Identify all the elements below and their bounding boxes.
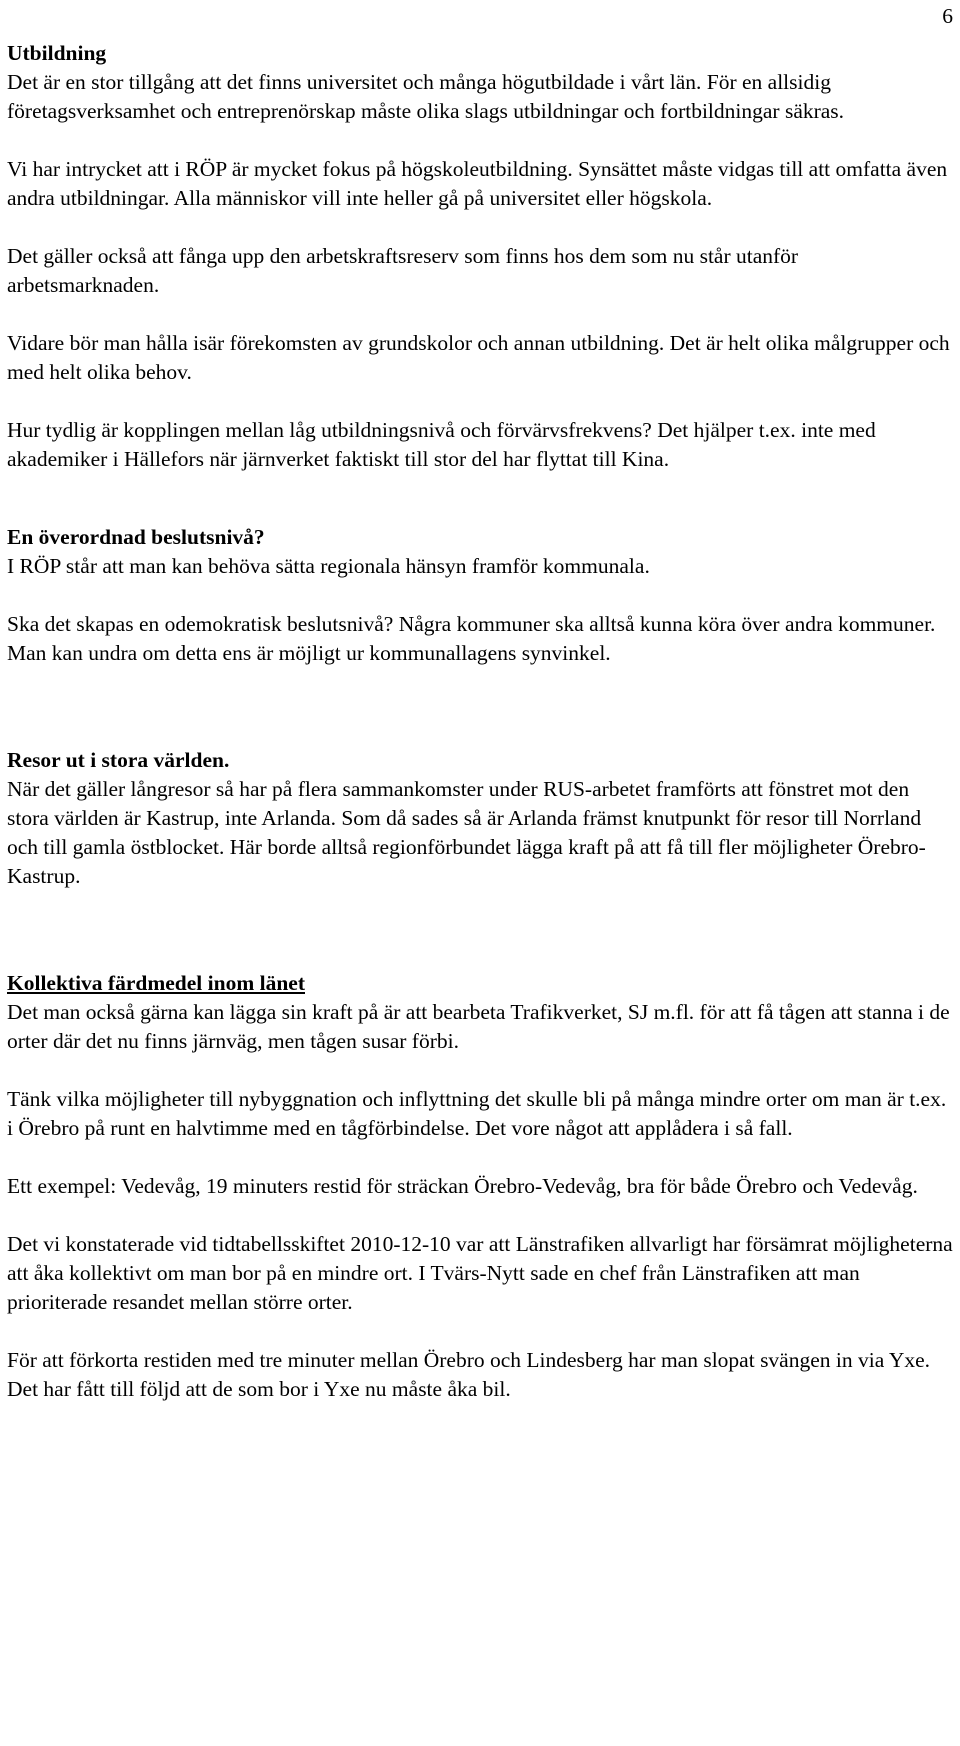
paragraph: Det man också gärna kan lägga sin kraft på är att bearbeta Trafikverket, SJ m.fl. för att få tågen att stanna i de orter där det nu finns järnväg, men tågen susar förbi.	[7, 1000, 950, 1053]
paragraph: När det gäller långresor så har på flera sammankomster under RUS-arbetet framförts att fönstret mot den stora världen är Kastrup, inte Arlanda. Som då sades så är Arlanda främst knutpunkt för resor till Norrland och till gamla östblocket. Här borde alltså regionförbundet lägga kraft på att få till fler möjligheter Örebro-Kastrup.	[7, 777, 926, 888]
section-resor	[7, 746, 955, 891]
page-number: 6	[942, 4, 953, 28]
paragraph: Ett exempel: Vedevåg, 19 minuters restid för sträckan Örebro-Vedevåg, bra för både Örebro och Vedevåg.	[7, 1174, 918, 1198]
paragraph: Tänk vilka möjligheter till nybyggnation och inflyttning det skulle bli på många mindre orter om man är t.ex. i Örebro på runt en halvtimme med en tågförbindelse. Det vore något att applådera i så fall.	[7, 1087, 947, 1140]
paragraph: För att förkorta restiden med tre minuter mellan Örebro och Lindesberg har man slopat svängen in via Yxe. Det har fått till följd att de som bor i Yxe nu måste åka bil.	[7, 1348, 931, 1401]
paragraph: Det är en stor tillgång att det finns universitet och många högutbildade i vårt län. För en allsidig företagsverksamhet och entreprenörskap måste olika slags utbildningar och fortbildningar säkras.	[7, 70, 845, 123]
section-heading: En överordnad beslutsnivå?	[7, 525, 265, 549]
section-heading: Utbildning	[7, 41, 107, 65]
paragraph: Ska det skapas en odemokratisk beslutsnivå? Några kommuner ska alltså kunna köra över andra kommuner. Man kan undra om detta ens är möjligt ur kommunallagens synvinkel.	[7, 612, 936, 665]
paragraph: Hur tydlig är kopplingen mellan låg utbildningsnivå och förvärvsfrekvens? Det hjälper t.ex. inte med akademiker i Hällefors när järnverket faktiskt till stor del har flyttat till Kina.	[7, 418, 876, 471]
section-heading: Resor ut i stora världen.	[7, 748, 230, 772]
document-body	[7, 39, 955, 1404]
section-kollektiva-fardmedel	[7, 969, 955, 1404]
paragraph: Det vi konstaterade vid tidtabellsskiftet 2010-12-10 var att Länstrafiken allvarligt har försämrat möjligheterna att åka kollektivt om man bor på en mindre ort. I Tvärs-Nytt sade en chef från Länstrafiken att man prioriterade resandet mellan större orter.	[7, 1232, 953, 1314]
paragraph: Vidare bör man hålla isär förekomsten av grundskolor och annan utbildning. Det är helt olika målgrupper och med helt olika behov.	[7, 331, 950, 384]
paragraph: Vi har intrycket att i RÖP är mycket fokus på högskoleutbildning. Synsättet måste vidgas till att omfatta även andra utbildningar. Alla människor vill inte heller gå på universitet eller högskola.	[7, 157, 948, 210]
section-heading: Kollektiva färdmedel inom länet	[7, 971, 305, 995]
paragraph: I RÖP står att man kan behöva sätta regionala hänsyn framför kommunala.	[7, 554, 650, 578]
section-beslutsniva	[7, 523, 955, 668]
paragraph: Det gäller också att fånga upp den arbetskraftsreserv som finns hos dem som nu står utanför arbetsmarknaden.	[7, 244, 799, 297]
section-utbildning	[7, 39, 955, 474]
